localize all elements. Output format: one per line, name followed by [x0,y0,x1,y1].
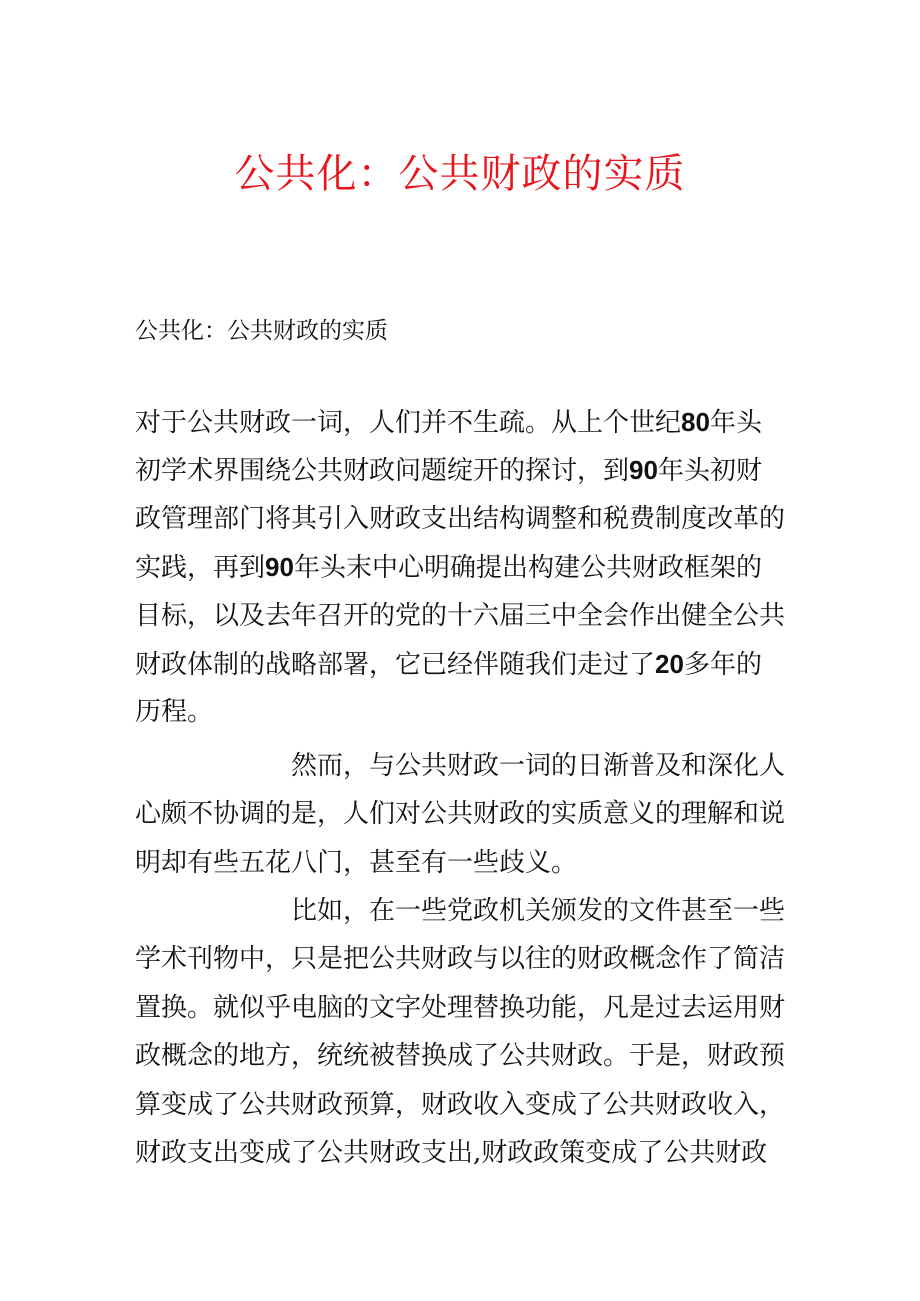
paragraph-1-line-3 [135,499,785,539]
paragraph-2-line-1 [291,746,785,786]
number-text: 90 [629,455,658,486]
text-segment: 算变成了公共财政预算，财政收入变成了公共财政收入， [135,1089,786,1120]
number-text: 90 [265,552,294,583]
paragraph-3-line-6 [135,1133,767,1173]
text-segment: 年头 [709,408,762,438]
text-segment: 心颇不协调的是，人们对公共财政的实质意义的理解和说 [135,799,786,830]
paragraph-2-line-2 [135,794,785,834]
text-segment: 年头初财 [657,456,762,487]
paragraph-1-line-6 [135,644,762,685]
text-segment: 目标，以及去年召开的党的十六届三中全会作出健全公共 [135,600,786,631]
text-segment: 比如，在一些党政机关颁发的文件甚至一些 [291,896,786,926]
text-segment: 明却有些五花八门，甚至有一些歧义。 [135,847,578,878]
paragraph-3-line-2 [135,939,785,979]
text-segment: 然而，与公共财政一词的日渐普及和深化人 [291,751,786,781]
text-segment: 财政支出变成了公共财政支出,财政政策变成了公共财政 [135,1138,768,1168]
text-segment: 置换。就似乎电脑的文字处理替换功能，凡是过去运用财 [135,992,786,1023]
paragraph-1-line-7 [135,692,213,732]
paragraph-1-line-4 [135,547,762,588]
number-text: 80 [681,407,710,437]
paragraph-1-line-2 [135,450,762,491]
paragraph-2-line-3 [135,843,577,883]
text-segment: 多年的 [683,650,762,680]
document-subtitle: 公共化：公共财政的实质 [135,318,388,344]
paragraph-1-line-1 [135,402,762,443]
paragraph-1-line-5 [135,596,785,636]
number-text: 20 [655,649,684,679]
paragraph-3-line-4 [135,1036,785,1076]
text-segment: 学术刊物中，只是把公共财政与以往的财政概念作了简洁 [135,944,786,975]
text-segment: 历程。 [135,697,214,728]
paragraph-3-line-1 [291,891,785,931]
text-segment: 政管理部门将其引入财政支出结构调整和税费制度改革的 [135,503,786,534]
paragraph-3-line-3 [135,988,785,1028]
text-segment: 初学术界围绕公共财政问题绽开的探讨，到 [135,456,630,487]
text-segment: 实践，再到 [135,553,266,584]
text-segment: 年头末中心明确提出构建公共财政框架的 [293,553,762,584]
text-segment: 对于公共财政一词，人们并不生疏。从上个世纪 [135,408,682,438]
text-segment: 政概念的地方，统统被替换成了公共财政。于是，财政预 [135,1041,786,1072]
document-title: 公共化：公共财政的实质 [234,151,686,197]
text-segment: 财政体制的战略部署，它已经伴随我们走过了 [135,650,656,680]
paragraph-3-line-5 [135,1085,785,1125]
